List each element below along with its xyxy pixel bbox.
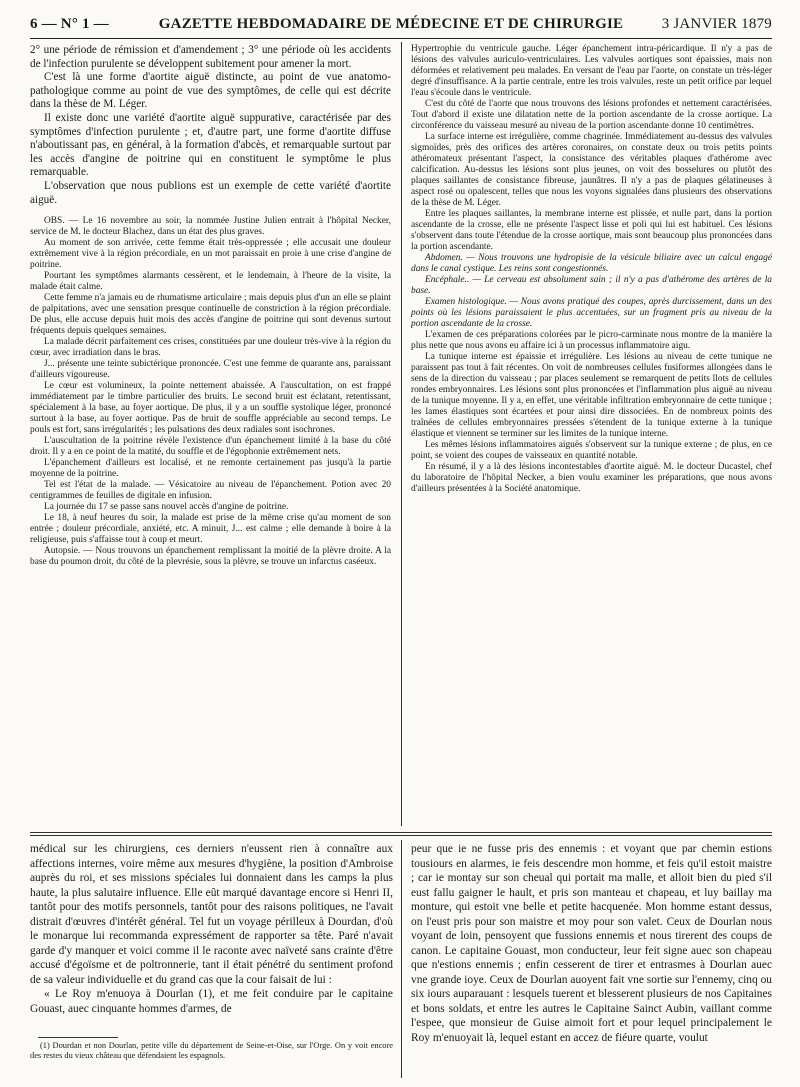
section-divider bbox=[30, 832, 772, 833]
paragraph: L'auscultation de la poitrine révèle l'existence d'un épanchement limité à la base du côté droit. Il y a en ce point de la matité, du souffle et de l'égophonie extrêmement nets. bbox=[30, 436, 391, 458]
paragraph: Le cœur est volumineux, la pointe nettement abaissée. A l'auscultation, on est frappé immédiatement par le timbre particulier des bruits. Le second bruit est éclatant, retentissant, spécialement à la base, au foyer aortique. De plus, il y a un souffle systolique léger, prononcé surtout à la base, au foyer aortique. Pas de bruit de souffle appréciable au second temps. Le pouls est fort, sans irrégularités ; les pulsations des deux radiales sont isochrones. bbox=[30, 381, 391, 436]
paragraph: peur que ie ne fusse pris des ennemis : et voyant que par chemin estions tousiours en alarmes, ie feis descendre mon homme, et feis qu'il estoit maistre ; car ie montay sur son cheual qui portait ma malle, et alloit bien du pied s'il eust fallu gaigner le hault, et pris son manteau et chapeau, et luy baillay ma monture, qui estoit vne belle et petite hacquenée. Mon homme estant dessus, on l'eust pris pour son maistre et moy pour son valet. Ceux de Dourlan nous voyant de loin, pensoyent que fussions ennemis et nous tirerent des coups de canon. Le capitaine Gouast, mon conducteur, leur feit signe auec son chapeau que n'estions ennemis ; enfin cesserent de tirer et entrasmes à Dourlan auec vne grande ioye. Ceux de Dourlan auoyent fait vne sortie sur l'ennemy, cinq ou six iours auparauant : lesquels tuerent et blesserent plusieurs de nos Capitaines et bons soldats, et entre les autres le Capitaine Sainct Aubin, vaillant comme l'espee, que monsieur de Guise aimoit fort et pour lequel principalement le Roy m'enuoyait là, lequel estant en accez de fiéure quarte, voulut bbox=[411, 843, 772, 1044]
paragraph: Il existe donc une variété d'aortite aiguë suppurative, caractérisée par des symptômes d'infection purulente ; et, d'autre part, une forme d'aortite diffuse n'aboutissant pas, en général, à la formation d'abcès, et remarquable surtout par les accès d'angine de poitrine qui en constituent le symptôme le plus remarquable. bbox=[30, 111, 391, 179]
paragraph: médical sur les chirurgiens, ces derniers n'eussent rien à connaître aux affections internes, voire même aux mesures d'hygiène, la position d'Ambroise auprès du roi, et ses missions spéciales lui donnaient dans les camps la plus haute, la plus salutaire influence. Elle eût marqué davantage encore si Henri II, tantôt pour des motifs personnels, tantôt pour des raisons politiques, ne l'avait distrait d'œuvres d'intérêt général. Tel fut un voyage périlleux à Dourdan, d'où le monarque lui recommanda expressément de rapporter sa tête. Paré n'avait garde d'y manquer et voici comme il le raconte avec naïveté sans crainte d'être accusé d'égoïsme et de poltronnerie, tant il était pénétré du sentiment profond de sa valeur individuelle et du grand cas que la cour faisait de lui : bbox=[30, 843, 393, 986]
paragraph: Le 18, à neuf heures du soir, la malade est prise de la même crise qu'au moment de son entrée ; douleur précordiale, anxiété, etc. A minuit, J... est calme ; elle demande à boire à la religieuse, puis s'affaisse tout à coup et meurt. bbox=[30, 513, 391, 546]
feuilleton-column-right bbox=[411, 842, 772, 1078]
paragraph: 2° une période de rémission et d'amendement ; 3° une période où les accidents de l'infection purulente se développent subitement pour amener la mort. bbox=[30, 44, 391, 70]
paragraph: Au moment de son arrivée, cette femme était très-oppressée ; elle accusait une douleur extrêmement vive à la région précordiale, en un mot paraissait en proie à une crise d'angine de poitrine. bbox=[30, 238, 391, 271]
column-divider bbox=[401, 42, 402, 826]
observation-intro: OBS. — Le 16 novembre au soir, la nommée Justine Julien entrait à l'hôpital Necker, service de M. le docteur Blachez, dans un état des plus graves. bbox=[30, 216, 391, 238]
paragraph: Pourtant les symptômes alarmants cessèrent, et le lendemain, à l'heure de la visite, la malade était calme. bbox=[30, 271, 391, 293]
paragraph: La malade décrit parfaitement ces crises, constituées par une douleur très-vive à la région du cœur, avec irradiation dans le bras. bbox=[30, 337, 391, 359]
footnote-rule bbox=[38, 1037, 118, 1038]
encephale-paragraph: Encéphale.. — Le cerveau est absolument sain ; il n'y a pas d'athérome des artères de la base. bbox=[411, 275, 772, 296]
paragraph: Cette femme n'a jamais eu de rhumatisme articulaire ; mais depuis plus d'un an elle se plaint de palpitations, avec une sensation presque continuelle de constriction à la région précordiale. De plus, elle accuse depuis huit mois des accès d'angine de poitrine qui sont devenus surtout fréquents depuis quelques semaines. bbox=[30, 293, 391, 337]
paragraph: La journée du 17 se passe sans nouvel accès d'angine de poitrine. bbox=[44, 502, 289, 513]
quote-paragraph: « Le Roy m'enuoya à Dourlan (1), et me feit conduire par le capitaine Gouast, auec cinquante hommes d'armes, de bbox=[30, 988, 393, 1015]
paragraph: Tel est l'état de la malade. — Vésicatoire au niveau de l'épanchement. Potion avec 20 centigrammes de feuilles de digitale en infusion. bbox=[30, 480, 391, 502]
paragraph: Hypertrophie du ventricule gauche. Léger épanchement intra-péricardique. Il n'y a pas de lésions des valvules auriculo-ventriculaires. Les valvules aortiques sont épaissies, mais non déformées et relativement peu malades. En versant de l'eau par l'aorte, on constate un très-léger degré d'insuffisance. A la partie centrale, entre les trois valvules, reste un petit orifice par lequel l'eau s'écoule dans le ventricule. bbox=[411, 44, 772, 98]
paragraph: Les mêmes lésions inflammatoires aiguës s'observent sur la tunique externe ; de plus, en ce point, se voient des coupes de vaisseaux en quantité notable. bbox=[411, 440, 772, 461]
paragraph: L'observation que nous publions est un exemple de cette variété d'aortite aiguë. bbox=[30, 179, 391, 206]
newspaper-page bbox=[30, 10, 772, 1080]
paragraph: L'examen de ces préparations colorées par le picro-carminate nous montre de la manière la plus nette que nous avons eu affaire ici à un processus inflammatoire aigu. bbox=[411, 330, 772, 351]
paragraph: Entre les plaques saillantes, la membrane interne est plissée, et nulle part, dans la portion ascendante de la crosse, elle ne présente l'aspect lisse et poli qui lui est habituel. Ces lésions s'observent dans toute l'étendue de la crosse aortique, mais sont beaucoup plus prononcées dans la portion ascendante. bbox=[411, 209, 772, 252]
autopsy-paragraph: Autopsie. — Nous trouvons un épanchement remplissant la moitié de la plèvre droite. A la base du poumon droit, du côté de la plevrésie, sous la plèvre, se trouve un infarctus caséeux. bbox=[30, 546, 391, 568]
paragraph: La tunique interne est épaissie et irrégulière. Les lésions au niveau de cette tunique ne paraissent pas tout à fait récentes. On voit de nombreuses cellules fusiformes allongées dans le sens de la direction du vaisseau ; par places seulement se remarquent de petits îlots de cellules rondes embryonnaires. Les lésions sont plus prononcées et l'inflammation plus aiguë au niveau de la tunique moyenne. Il y a, en effet, une véritable infiltration embryonnaire de cette tunique ; les lames élastiques sont écartées et pour ainsi dire dissociées. En de nombreux points des traînées de cellules embryonnaires pressées s'étendent de la tunique externe à la tunique élastique et viennent se terminer sur les limites de la tunique interne. bbox=[411, 352, 772, 439]
section-divider-double bbox=[30, 835, 772, 836]
paragraph: La surface interne est irrégulière, comme chagrinée. Immédiatement au-dessus des valvules sigmoïdes, près des orifices des artères coronaires, on constate deux ou trois petits points athéromateux présentant l'aspect, la consistance des véritables plaques d'athérome avec calcification. Au-dessus les lésions sont plus jeunes, on voit des bosselures ou plutôt des plaques saillantes de consistance fibreuse, jaunâtres. Il n'y a pas de plaques gélatineuses à aspect rosé ou opalescent, telles que nous les voyons signalées dans plusieurs des observations de la thèse de M. Léger. bbox=[411, 132, 772, 208]
paragraph: C'est du côté de l'aorte que nous trouvons des lésions profondes et nettement caractérisées. Tout d'abord il existe une dilatation nette de la portion ascendante de la crosse aortique. La circonférence du vaisseau mesuré au niveau de la portion ascendante donne 10 centimètres. bbox=[411, 99, 772, 131]
issue-date: 3 JANVIER 1879 bbox=[661, 15, 772, 32]
page-header bbox=[30, 10, 772, 39]
paragraph: En résumé, il y a là des lésions incontestables d'aortite aiguë. M. le docteur Ducastel, chef du laboratoire de l'hôpital Necker, a bien voulu examiner les préparations, que nous avons d'ailleurs présentées à la Société anatomique. bbox=[411, 462, 772, 494]
footnote bbox=[30, 1041, 393, 1077]
paragraph: L'épanchement d'ailleurs est localisé, et ne remonte certainement pas jusqu'à la partie moyenne de la poitrine. bbox=[30, 458, 391, 480]
feuilleton-column-left bbox=[30, 842, 393, 1032]
page-number: 6 — N° 1 — bbox=[30, 15, 109, 32]
footnote-text: (1) Dourdan et non Dourlan, petite ville du département de Seine-et-Oise, sur l'Orge. On y voit encore des restes du vieux château que défendaient les espagnols. bbox=[30, 1041, 393, 1061]
column-divider-bottom bbox=[401, 840, 402, 1078]
article-column-left bbox=[30, 44, 391, 826]
paragraph: J... présente une teinte subictérique prononcée. C'est une femme de quarante ans, paraissant d'ailleurs vigoureuse. bbox=[30, 359, 391, 381]
article-column-right bbox=[411, 44, 772, 826]
journal-title: GAZETTE HEBDOMADAIRE DE MÉDECINE ET DE CHIRURGIE bbox=[158, 15, 624, 32]
abdomen-paragraph: Abdomen. — Nous trouvons une hydropisie de la vésicule biliaire avec un calcul engagé dans le canal cystique. Les reins sont congestionnés. bbox=[411, 253, 772, 274]
histology-paragraph: Examen histologique. — Nous avons pratiqué des coupes, après durcissement, dans un des points où les lésions paraissaient le plus accentuées, sur un fragment pris au niveau de la portion ascendante de la crosse. bbox=[411, 297, 772, 329]
paragraph: C'est là une forme d'aortite aiguë distincte, au point de vue anatomo-pathologique comme au point de vue des symptômes, de celle qui est décrite dans la thèse de M. Léger. bbox=[30, 71, 391, 111]
